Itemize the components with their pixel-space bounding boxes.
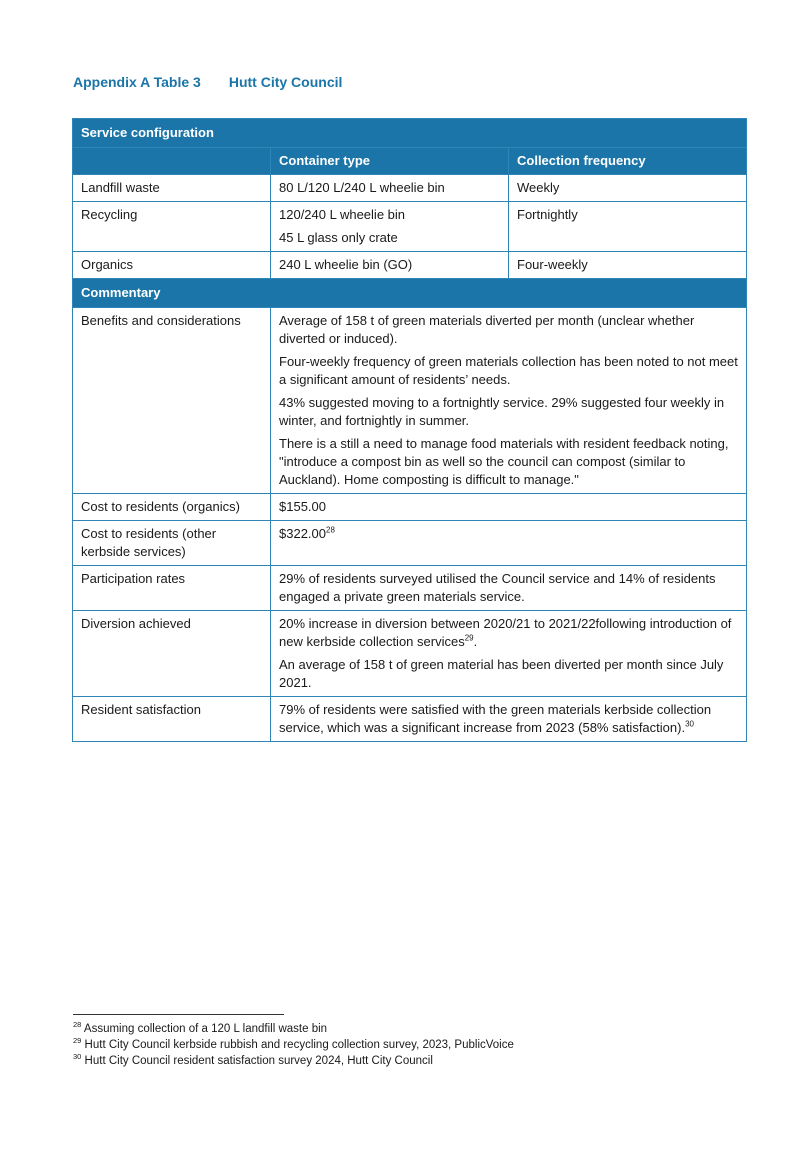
paragraph-text: 79% of residents were satisfied with the green materials kerbside collection service, which was a significant increase from 2023 (58% satisfaction). [279, 702, 712, 735]
table-row [73, 252, 747, 279]
commentary-cell [271, 611, 747, 697]
frequency-cell: Fortnightly [509, 202, 747, 252]
column-header [73, 148, 271, 175]
paragraph: There is a still a need to manage food materials with resident feedback noting, "introduce a compost bin as well so the council can compost (similar to Auckland). Home composting is difficult to manage." [279, 436, 729, 487]
row-label: Participation rates [73, 566, 271, 611]
column-header: Collection frequency [509, 148, 747, 175]
container-cell [271, 202, 509, 252]
paragraph: Four-weekly frequency of green materials collection has been noted to not meet a significant amount of residents’ needs. [279, 354, 738, 387]
paragraph-text: 20% increase in diversion between 2020/21 to 2021/22following introduction of new kerbside collection services [279, 616, 732, 649]
row-label: Resident satisfaction [73, 697, 271, 742]
footnote-text: Assuming collection of a 120 L landfill waste bin [83, 1023, 328, 1035]
paragraph: An average of 158 t of green material has been diverted per month since July 2021. [279, 657, 724, 690]
row-label: Cost to residents (other kerbside services) [73, 521, 271, 566]
container-text: 45 L glass only crate [279, 230, 398, 245]
container-cell [271, 252, 509, 279]
row-label: Recycling [73, 202, 271, 252]
row-label: Benefits and considerations [73, 308, 271, 494]
commentary-cell: 29% of residents surveyed utilised the Council service and 14% of residents engaged a private green materials service. [271, 566, 747, 611]
paragraph: Average of 158 t of green materials diverted per month (unclear whether diverted or induced). [279, 313, 695, 346]
table-row [73, 611, 747, 697]
table-caption [73, 74, 342, 90]
table-row [73, 202, 747, 252]
footnote-ref[interactable]: 30 [685, 719, 694, 729]
table-row [73, 494, 747, 521]
row-label: Cost to residents (organics) [73, 494, 271, 521]
commentary-cell: $155.00 [271, 494, 747, 521]
section-header-commentary [73, 279, 747, 308]
table-row [73, 566, 747, 611]
table-row [73, 175, 747, 202]
table-row [73, 308, 747, 494]
section-header-service [73, 119, 747, 148]
footnote [73, 1021, 673, 1037]
container-text: 120/240 L wheelie bin [279, 207, 406, 222]
footnote-ref[interactable]: 28 [326, 525, 335, 535]
table-row [73, 697, 747, 742]
section-title: Service configuration [73, 119, 747, 148]
paragraph: 43% suggested moving to a fortnightly service. 29% suggested four weekly in winter, and fortnightly in summer. [279, 395, 725, 428]
footnote-number: 29 [73, 1036, 82, 1046]
commentary-cell [271, 308, 747, 494]
paragraph [279, 615, 738, 651]
commentary-cell [271, 521, 747, 566]
footnote-number: 28 [73, 1020, 82, 1030]
column-header: Container type [271, 148, 509, 175]
footnote-text: Hutt City Council resident satisfaction survey 2024, Hutt City Council [84, 1055, 433, 1067]
paragraph-end: . [473, 634, 478, 649]
caption-label: Appendix A Table 3 [73, 74, 201, 90]
commentary-cell [271, 697, 747, 742]
footnote [73, 1037, 673, 1053]
footnotes [73, 1014, 673, 1069]
table-row [73, 521, 747, 566]
cost-value: $322.00 [279, 526, 326, 541]
container-text: 80 L/120 L/240 L wheelie bin [279, 180, 445, 195]
footnote-divider [73, 1014, 284, 1015]
footnote-ref[interactable]: 29 [464, 633, 474, 643]
frequency-cell: Weekly [509, 175, 747, 202]
section-title: Commentary [73, 279, 747, 308]
footnote-number: 30 [73, 1052, 82, 1062]
container-text: 240 L wheelie bin (GO) [279, 257, 413, 272]
service-table [72, 118, 747, 742]
footnote-text: Hutt City Council kerbside rubbish and recycling collection survey, 2023, PublicVoice [84, 1039, 514, 1051]
row-label: Organics [73, 252, 271, 279]
column-header-row [73, 148, 747, 175]
container-cell [271, 175, 509, 202]
footnote [73, 1053, 673, 1069]
row-label: Landfill waste [73, 175, 271, 202]
row-label: Diversion achieved [73, 611, 271, 697]
caption-title: Hutt City Council [228, 74, 343, 90]
frequency-cell: Four-weekly [509, 252, 747, 279]
